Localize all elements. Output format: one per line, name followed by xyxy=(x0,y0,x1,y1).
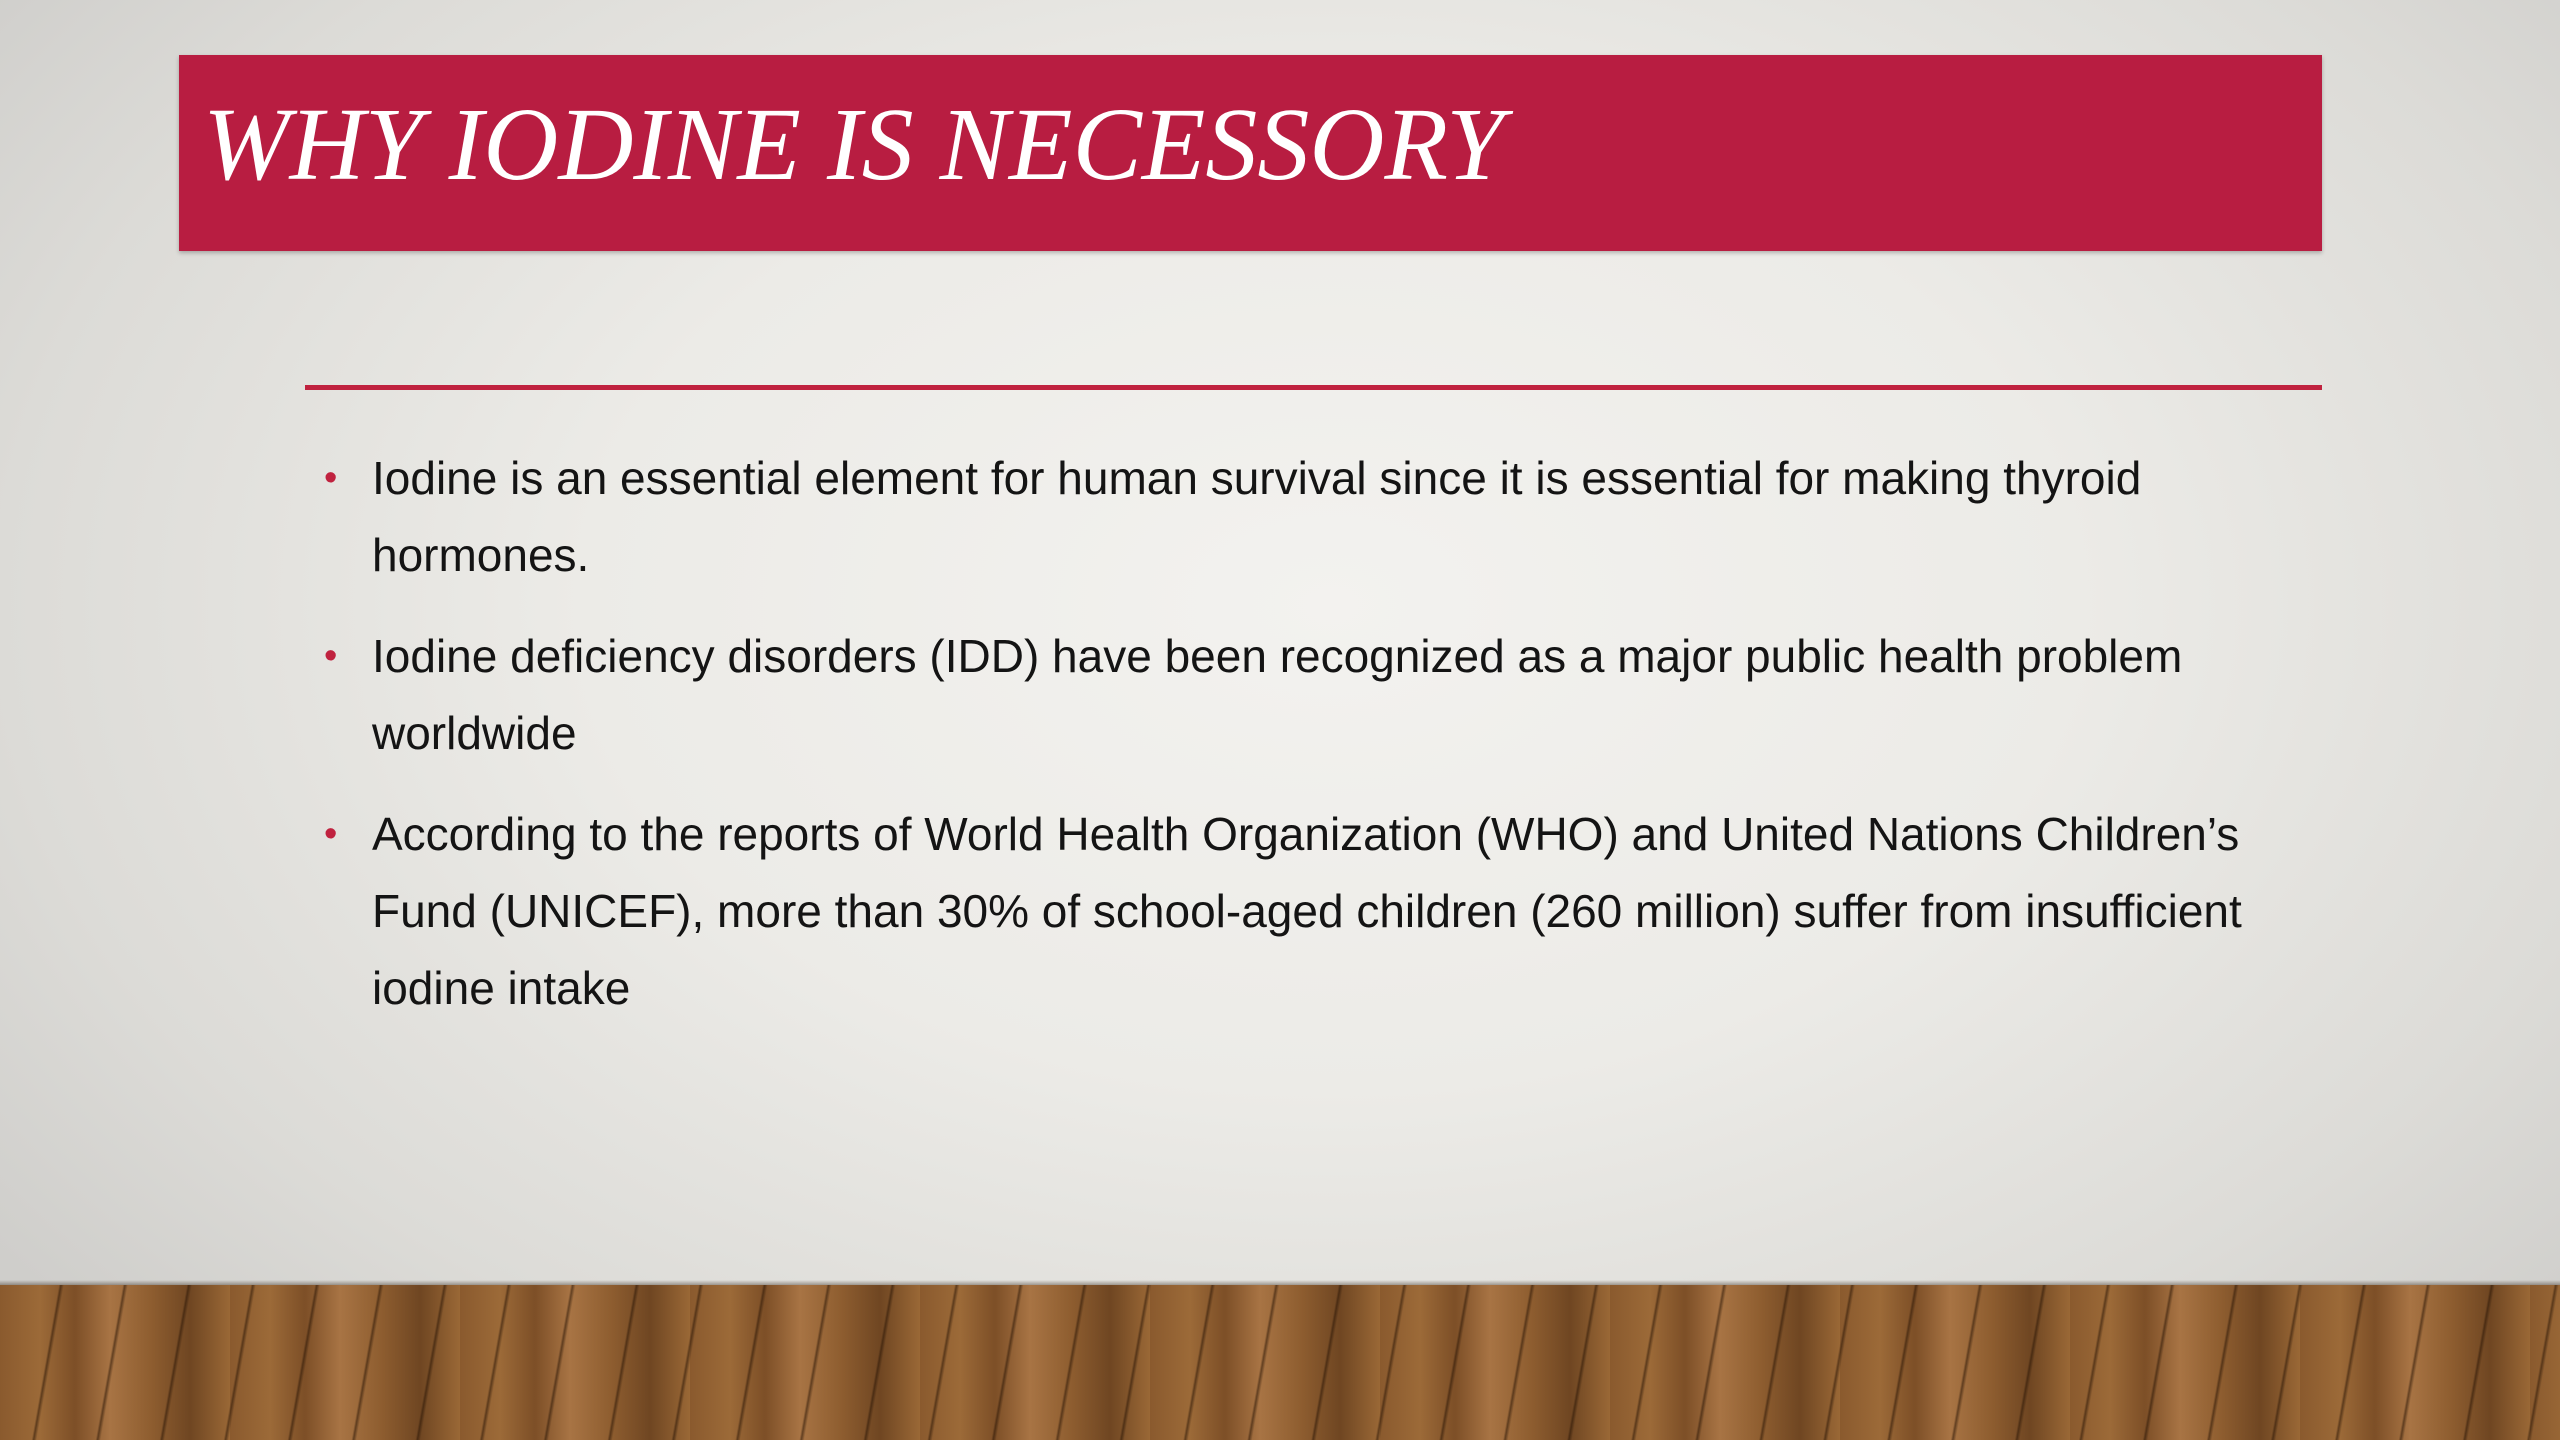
bullet-icon: • xyxy=(324,635,338,677)
title-banner xyxy=(179,55,2322,251)
slide-title: WHY IODINE IS NECESSORY xyxy=(203,87,1504,202)
bullet-icon: • xyxy=(324,457,338,499)
bullet-item xyxy=(320,440,2320,594)
bullet-item xyxy=(320,796,2320,1027)
bullet-text: Iodine deficiency disorders (IDD) have been recognized as a major public health problem worldwide xyxy=(372,630,2183,759)
bullet-icon: • xyxy=(324,813,338,855)
bullet-text: Iodine is an essential element for human survival since it is essential for making thyroid hormones. xyxy=(372,452,2142,581)
title-divider-line xyxy=(305,385,2322,390)
wooden-floor-background xyxy=(0,1285,2560,1440)
bullet-list xyxy=(320,440,2320,1051)
bullet-item xyxy=(320,618,2320,772)
bullet-text: According to the reports of World Health Organization (WHO) and United Nations Children’s Fund (UNICEF), more than 30% of school-aged children (260 million) suffer from insufficient iodine intake xyxy=(372,808,2242,1014)
